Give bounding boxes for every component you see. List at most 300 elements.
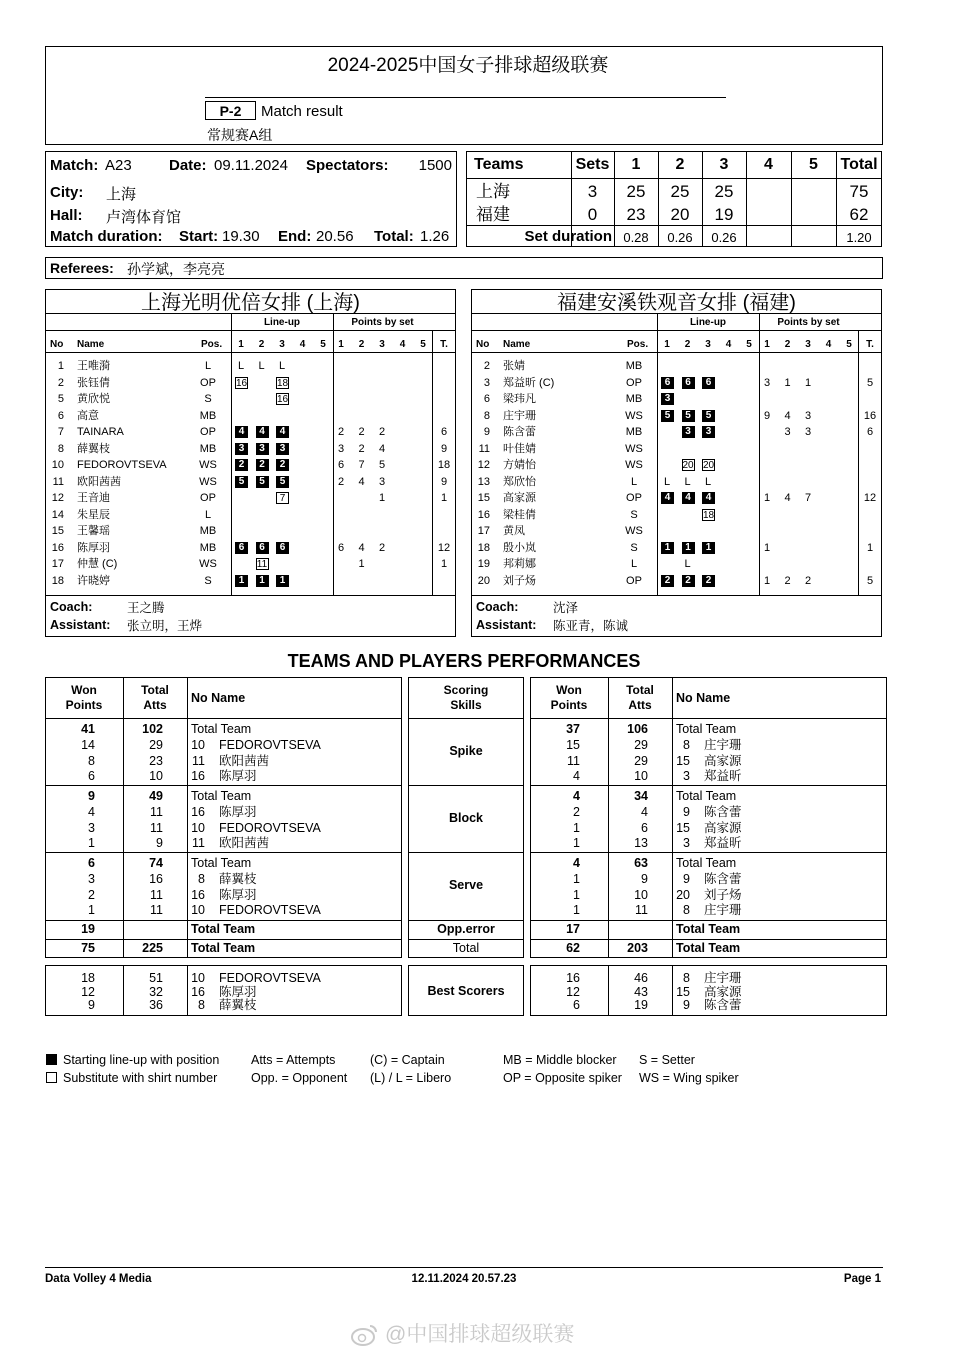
player-number: 7 bbox=[57, 426, 64, 438]
player-name: 郑益昕 (C) bbox=[503, 376, 555, 389]
lineup-substitute-number: 20 bbox=[703, 460, 715, 471]
player-position: MB bbox=[199, 409, 217, 422]
lineup-starting-position: 4 bbox=[702, 492, 715, 504]
set-duration-value: 0.26 bbox=[667, 230, 693, 245]
roster-team-title: 上海光明优倍女排 (上海) bbox=[141, 292, 360, 314]
legend-starting-swatch bbox=[46, 1054, 57, 1065]
perf-total-atts: 10 bbox=[634, 887, 648, 902]
perf-row-rule bbox=[408, 718, 524, 719]
perf-won-points: 1 bbox=[88, 836, 95, 851]
lineup-starting-position: 3 bbox=[235, 443, 248, 455]
lineup-substitute-number: 20 bbox=[682, 460, 694, 471]
footer-rule bbox=[45, 1267, 883, 1268]
player-number: 16 bbox=[51, 541, 64, 554]
perf-won-points: 4 bbox=[573, 789, 580, 803]
lineup-starting-position: 4 bbox=[661, 492, 674, 504]
perf-row-rule bbox=[530, 718, 887, 719]
lineup-starting-position: 6 bbox=[682, 377, 695, 389]
duration-label: Match duration: bbox=[50, 228, 163, 245]
perf-player-number: 10 bbox=[191, 903, 205, 918]
perf-won-points: 4 bbox=[573, 856, 580, 870]
player-position: OP bbox=[626, 492, 642, 504]
player-name: 庄宇珊 bbox=[503, 409, 536, 422]
perf-total-atts: 9 bbox=[156, 836, 163, 851]
player-position: S bbox=[630, 541, 638, 554]
perf-total-atts: 34 bbox=[634, 789, 648, 803]
lineup-starting-position: 2 bbox=[702, 575, 715, 587]
player-name: 许晓婷 bbox=[77, 574, 110, 587]
player-set-points: 1 bbox=[784, 376, 791, 389]
perf-row-rule bbox=[530, 785, 887, 786]
perf-total-atts: 29 bbox=[634, 737, 648, 752]
legend-atts: Atts = Attempts bbox=[251, 1053, 336, 1067]
roster-col-pos: Pos. bbox=[627, 339, 649, 350]
perf-col-rule bbox=[672, 965, 673, 1016]
lineup-starting-position: 1 bbox=[256, 575, 269, 587]
lineup-set-header: 4 bbox=[725, 339, 732, 350]
watermark: @中国排球超级联赛 bbox=[385, 1323, 575, 1346]
match-value: A23 bbox=[105, 157, 132, 174]
legend-mb: MB = Middle blocker bbox=[503, 1053, 617, 1067]
perf-player-name: 庄宇珊 bbox=[704, 737, 742, 752]
total-duration-label: Total: bbox=[374, 228, 414, 245]
date-label: Date: bbox=[169, 157, 207, 174]
player-number: 12 bbox=[51, 492, 64, 504]
perf-won-points: 15 bbox=[566, 737, 580, 752]
roster-col-name: Name bbox=[503, 339, 531, 350]
lineup-libero: L bbox=[258, 360, 265, 372]
points-set-header: 5 bbox=[420, 339, 426, 350]
lineup-starting-position: 6 bbox=[661, 377, 674, 389]
perf-won-points: 1 bbox=[573, 871, 580, 886]
perf-total-atts: 106 bbox=[627, 722, 648, 736]
player-number: 17 bbox=[51, 558, 64, 570]
total-home-won: 75 bbox=[81, 941, 95, 955]
player-set-points: 2 bbox=[378, 426, 386, 438]
scoreboard-header: 1 bbox=[631, 156, 641, 173]
player-number: 1 bbox=[57, 360, 64, 372]
perf-row-rule bbox=[45, 718, 402, 719]
perf-player-number: 16 bbox=[191, 887, 205, 902]
player-number: 6 bbox=[483, 393, 490, 405]
player-number: 6 bbox=[57, 409, 64, 422]
player-set-points: 4 bbox=[784, 409, 791, 422]
lineup-starting-position: 1 bbox=[661, 542, 674, 554]
legend-substitute: Substitute with shirt number bbox=[63, 1071, 218, 1085]
lineup-starting-position: 3 bbox=[702, 426, 715, 438]
points-set-header: 5 bbox=[846, 339, 852, 350]
legend-libero: (L) / L = Libero bbox=[370, 1071, 452, 1085]
player-set-points: 2 bbox=[358, 442, 365, 455]
perf-col-rule bbox=[187, 677, 188, 958]
player-set-points: 6 bbox=[337, 459, 345, 471]
perf-player-name: FEDOROVTSEVA bbox=[219, 971, 321, 985]
player-name: 邦莉娜 bbox=[503, 558, 536, 570]
player-total-points: 12 bbox=[437, 541, 451, 554]
lineup-substitute-number: 11 bbox=[256, 559, 268, 570]
player-set-points: 7 bbox=[358, 459, 365, 471]
total-left-rule bbox=[858, 330, 859, 595]
perf-won-points: 4 bbox=[88, 804, 95, 819]
lineup-starting-position: 1 bbox=[682, 542, 695, 554]
player-name: 欧阳茜茜 bbox=[77, 475, 121, 488]
perf-player-number: 11 bbox=[192, 836, 205, 851]
perf-total-atts: 10 bbox=[149, 769, 163, 784]
scoreboard-row-rule bbox=[466, 225, 882, 226]
footer-center: 12.11.2024 20.57.23 bbox=[411, 1273, 517, 1285]
match-phase: 常规赛A组 bbox=[207, 127, 273, 143]
player-position: L bbox=[630, 475, 638, 488]
lineup-left-rule bbox=[657, 313, 658, 595]
perf-won-points: 41 bbox=[81, 722, 95, 736]
perf-player-name: Total Team bbox=[676, 856, 737, 870]
points-set-header: 3 bbox=[805, 339, 811, 350]
player-set-points: 1 bbox=[804, 376, 812, 389]
player-position: MB bbox=[199, 442, 217, 455]
player-name: TAINARA bbox=[77, 426, 124, 438]
spectators-label: Spectators: bbox=[306, 157, 389, 174]
lineup-starting-position: 5 bbox=[661, 410, 674, 422]
player-set-points: 2 bbox=[337, 475, 345, 488]
perf-player-number: 15 bbox=[676, 820, 690, 835]
header-scoring: Scoring bbox=[443, 683, 489, 697]
perf-player-name: 薛翼枝 bbox=[219, 871, 257, 886]
perf-total-atts: 23 bbox=[149, 753, 163, 768]
roster-title-rule bbox=[471, 313, 882, 314]
opp-error-away-name: Total Team bbox=[676, 922, 741, 936]
player-number: 12 bbox=[477, 459, 490, 471]
points-set-header: 2 bbox=[358, 339, 365, 350]
player-set-points: 4 bbox=[784, 492, 791, 504]
lineup-libero: L bbox=[704, 475, 712, 488]
lineup-starting-position: 5 bbox=[256, 476, 269, 488]
points-set-header: 2 bbox=[784, 339, 791, 350]
date-value: 09.11.2024 bbox=[214, 157, 288, 174]
perf-col-rule bbox=[187, 965, 188, 1016]
coach-label: Coach: bbox=[476, 600, 519, 614]
points-by-set-header: Points by set bbox=[351, 317, 414, 328]
player-number: 15 bbox=[51, 525, 64, 537]
player-set-points: 2 bbox=[378, 541, 386, 554]
points-set-header: 4 bbox=[825, 339, 832, 350]
perf-player-name: 陈厚羽 bbox=[219, 984, 257, 999]
player-name: 高意 bbox=[77, 409, 99, 422]
player-position: L bbox=[204, 360, 212, 372]
player-number: 10 bbox=[51, 459, 64, 471]
perf-total-atts: 43 bbox=[634, 984, 648, 999]
header-no-name: No Name bbox=[191, 691, 246, 705]
lineup-set-header: 1 bbox=[664, 339, 670, 350]
player-number: 13 bbox=[477, 475, 490, 488]
lineup-starting-position: 4 bbox=[235, 426, 248, 438]
header-total: Total bbox=[141, 683, 169, 697]
total-label: Total bbox=[452, 941, 480, 955]
lineup-starting-position: 2 bbox=[276, 459, 289, 471]
lineup-set-header: 4 bbox=[299, 339, 306, 350]
perf-player-name: 陈含蕾 bbox=[704, 871, 742, 886]
total-home-name: Total Team bbox=[191, 941, 256, 955]
player-position: OP bbox=[626, 376, 642, 389]
lineup-starting-position: 2 bbox=[235, 459, 248, 471]
perf-won-points: 2 bbox=[573, 804, 580, 819]
perf-total-atts: 11 bbox=[150, 903, 163, 918]
perf-player-name: FEDOROVTSEVA bbox=[219, 820, 321, 835]
lineup-starting-position: 6 bbox=[276, 542, 289, 554]
player-name: 郑欣怡 bbox=[503, 475, 536, 488]
perf-row-rule bbox=[530, 939, 887, 940]
perf-total-atts: 51 bbox=[149, 971, 163, 985]
perf-player-name: 庄宇珊 bbox=[704, 903, 742, 918]
points-total-header: T. bbox=[866, 339, 874, 350]
scoreboard-score: 3 bbox=[587, 182, 598, 201]
perf-player-number: 3 bbox=[683, 836, 690, 851]
player-position: MB bbox=[625, 360, 643, 372]
player-number: 3 bbox=[483, 376, 490, 389]
player-total-points: 5 bbox=[866, 376, 874, 389]
performance-title: TEAMS AND PLAYERS PERFORMANCES bbox=[287, 651, 641, 671]
perf-won-points: 9 bbox=[88, 998, 95, 1012]
perf-total-atts: 36 bbox=[149, 998, 163, 1012]
lineup-substitute-number: 16 bbox=[277, 394, 289, 405]
perf-player-number: 8 bbox=[683, 903, 690, 918]
player-position: OP bbox=[200, 492, 216, 504]
perf-won-points: 6 bbox=[88, 856, 95, 870]
roster-coach-rule bbox=[471, 595, 882, 596]
player-set-points: 4 bbox=[378, 442, 386, 455]
perf-total-atts: 11 bbox=[150, 887, 163, 902]
perf-won-points: 14 bbox=[81, 737, 95, 752]
perf-player-name: 高家源 bbox=[704, 820, 742, 835]
player-name: 王馨瑶 bbox=[77, 525, 110, 537]
perf-row-rule bbox=[408, 785, 524, 786]
opp-error-away-won: 17 bbox=[566, 922, 580, 936]
player-total-points: 1 bbox=[440, 492, 448, 504]
scoreboard-row-rule bbox=[466, 178, 882, 179]
player-name: 仲慧 (C) bbox=[77, 558, 118, 570]
perf-won-points: 1 bbox=[573, 887, 580, 902]
best-scorers-label: Best Scorers bbox=[427, 984, 505, 998]
player-name: 黄凤 bbox=[503, 525, 525, 537]
lineup-starting-position: 4 bbox=[682, 492, 695, 504]
player-name: FEDOROVTSEVA bbox=[77, 459, 167, 471]
city-value: 上海 bbox=[106, 186, 137, 203]
coach-name: 王之腾 bbox=[127, 601, 165, 615]
perf-player-name: 高家源 bbox=[704, 984, 742, 999]
perf-won-points: 3 bbox=[88, 820, 95, 835]
roster-header-rule bbox=[45, 352, 456, 353]
perf-total-atts: 6 bbox=[641, 820, 648, 835]
perf-total-atts: 13 bbox=[634, 836, 648, 851]
perf-player-name: 陈厚羽 bbox=[219, 887, 257, 902]
perf-total-atts: 11 bbox=[150, 804, 163, 819]
perf-player-name: FEDOROVTSEVA bbox=[219, 903, 321, 918]
player-number: 11 bbox=[478, 442, 490, 455]
player-set-points: 3 bbox=[378, 475, 386, 488]
player-set-points: 1 bbox=[378, 492, 386, 504]
perf-player-name: 陈厚羽 bbox=[219, 769, 257, 784]
perf-won-points: 18 bbox=[81, 971, 95, 985]
perf-player-number: 20 bbox=[676, 887, 690, 902]
scoreboard-team-name: 上海 bbox=[476, 182, 510, 201]
player-name: 陈厚羽 bbox=[77, 541, 110, 554]
player-name: 薛翼枝 bbox=[77, 442, 110, 455]
perf-player-number: 15 bbox=[676, 984, 690, 999]
player-position: OP bbox=[200, 376, 216, 389]
lineup-set-header: 3 bbox=[279, 339, 285, 350]
player-set-points: 1 bbox=[763, 574, 771, 587]
scoreboard-header: 4 bbox=[764, 156, 773, 173]
roster-coach-rule bbox=[45, 595, 456, 596]
lineup-starting-position: 3 bbox=[661, 393, 674, 405]
doc-code: P-2 bbox=[219, 103, 242, 119]
player-set-points: 2 bbox=[784, 574, 791, 587]
player-name: 朱星辰 bbox=[77, 508, 110, 521]
player-set-points: 4 bbox=[358, 541, 365, 554]
doc-name: Match result bbox=[261, 103, 343, 120]
scoreboard-score: 25 bbox=[670, 182, 690, 201]
perf-player-number: 16 bbox=[191, 769, 205, 784]
player-set-points: 5 bbox=[378, 459, 386, 471]
perf-total-atts: 29 bbox=[634, 753, 648, 768]
total-duration-value: 1.26 bbox=[420, 228, 450, 245]
scoreboard-team-name: 福建 bbox=[476, 205, 510, 224]
lineup-libero: L bbox=[663, 475, 671, 488]
perf-total-atts: 102 bbox=[142, 722, 163, 736]
perf-row-rule bbox=[408, 852, 524, 853]
lineup-header: Line-up bbox=[689, 317, 727, 328]
lineup-starting-position: 5 bbox=[276, 476, 289, 488]
player-number: 8 bbox=[483, 409, 490, 422]
player-set-points: 2 bbox=[337, 426, 345, 438]
player-set-points: 2 bbox=[358, 426, 365, 438]
player-name: 陈含蕾 bbox=[503, 426, 536, 438]
player-total-points: 9 bbox=[440, 475, 448, 488]
scoreboard-header: 2 bbox=[675, 156, 685, 173]
lineup-left-rule bbox=[231, 313, 232, 595]
lineup-starting-position: 1 bbox=[276, 575, 289, 587]
lineup-starting-position: 2 bbox=[661, 575, 674, 587]
scoreboard-score: 62 bbox=[849, 205, 869, 224]
player-number: 19 bbox=[477, 558, 490, 570]
perf-won-points: 12 bbox=[566, 984, 580, 999]
player-number: 18 bbox=[51, 574, 64, 587]
points-set-header: 1 bbox=[764, 339, 770, 350]
player-set-points: 9 bbox=[763, 409, 771, 422]
lineup-set-header: 3 bbox=[705, 339, 711, 350]
player-name: 高家源 bbox=[503, 492, 536, 504]
lineup-libero: L bbox=[684, 558, 691, 570]
player-set-points: 3 bbox=[337, 442, 345, 455]
perf-total-atts: 11 bbox=[150, 820, 163, 835]
scoreboard-header-teams: Teams bbox=[474, 156, 524, 173]
player-set-points: 3 bbox=[763, 376, 771, 389]
set-duration-value: 0.26 bbox=[711, 230, 737, 245]
player-total-points: 5 bbox=[866, 574, 874, 587]
assistant-label: Assistant: bbox=[50, 618, 111, 632]
points-by-set-header: Points by set bbox=[777, 317, 840, 328]
roster-col-pos: Pos. bbox=[201, 339, 223, 350]
lineup-starting-position: 2 bbox=[256, 459, 269, 471]
opp-error-home-name: Total Team bbox=[191, 922, 256, 936]
start-value: 19.30 bbox=[222, 228, 260, 245]
scoreboard-score: 23 bbox=[626, 205, 646, 224]
player-name: 刘子炀 bbox=[503, 574, 536, 587]
player-total-points: 6 bbox=[440, 426, 448, 438]
assistant-label: Assistant: bbox=[476, 618, 537, 632]
player-position: MB bbox=[199, 541, 217, 554]
perf-total-atts: 49 bbox=[149, 789, 163, 803]
header-points: Points bbox=[550, 698, 588, 712]
header-won: Won bbox=[71, 683, 97, 697]
header-atts: Atts bbox=[143, 698, 167, 712]
perf-player-number: 9 bbox=[683, 998, 690, 1012]
perf-won-points: 12 bbox=[81, 984, 95, 999]
lineup-starting-position: 5 bbox=[235, 476, 248, 488]
perf-row-rule bbox=[530, 852, 887, 853]
legend-captain: (C) = Captain bbox=[370, 1053, 445, 1067]
perf-player-name: 陈厚羽 bbox=[219, 804, 257, 819]
header-points: Points bbox=[65, 698, 103, 712]
perf-row-rule bbox=[45, 852, 402, 853]
lineup-substitute-number: 18 bbox=[277, 377, 289, 389]
perf-skill-name: Serve bbox=[448, 878, 484, 892]
perf-won-points: 1 bbox=[573, 836, 580, 851]
player-position: L bbox=[630, 558, 638, 570]
player-set-points: 3 bbox=[804, 409, 812, 422]
perf-player-name: 欧阳茜茜 bbox=[219, 753, 270, 768]
perf-skill-name: Block bbox=[448, 810, 484, 825]
roster-title-rule bbox=[45, 313, 456, 314]
perf-total-atts: 32 bbox=[149, 984, 163, 999]
perf-total-atts: 19 bbox=[634, 998, 648, 1012]
player-position: WS bbox=[199, 558, 217, 570]
player-name: 殷小岚 bbox=[503, 541, 536, 554]
lineup-set-header: 5 bbox=[746, 339, 752, 350]
perf-player-number: 10 bbox=[191, 820, 205, 835]
scoreboard-score: 75 bbox=[849, 182, 869, 201]
lineup-starting-position: 3 bbox=[682, 426, 695, 438]
scoreboard-score: 19 bbox=[714, 205, 734, 224]
player-position: MB bbox=[199, 525, 217, 537]
perf-won-points: 1 bbox=[573, 903, 580, 918]
perf-col-rule bbox=[672, 677, 673, 958]
player-number: 2 bbox=[57, 376, 64, 389]
header-no-name: No Name bbox=[676, 691, 731, 705]
perf-won-points: 6 bbox=[88, 769, 95, 784]
perf-player-name: Total Team bbox=[676, 789, 737, 803]
hall-value: 卢湾体育馆 bbox=[106, 209, 182, 226]
player-name: 叶佳婧 bbox=[503, 442, 536, 455]
spectators-value: 1500 bbox=[418, 157, 452, 174]
player-position: WS bbox=[199, 475, 217, 488]
perf-row-rule bbox=[530, 920, 887, 921]
perf-row-rule bbox=[408, 939, 524, 940]
perf-total-atts: 4 bbox=[641, 804, 648, 819]
total-away-atts: 203 bbox=[627, 941, 648, 955]
start-label: Start: bbox=[179, 228, 219, 245]
total-away-name: Total Team bbox=[676, 941, 741, 955]
player-position: MB bbox=[625, 426, 643, 438]
perf-total-atts: 74 bbox=[149, 856, 163, 870]
weibo-icon bbox=[350, 1322, 378, 1348]
perf-row-rule bbox=[45, 920, 402, 921]
perf-player-number: 8 bbox=[198, 998, 205, 1012]
player-total-points: 12 bbox=[863, 492, 877, 504]
perf-player-number: 9 bbox=[683, 804, 690, 819]
legend-substitute-swatch bbox=[46, 1072, 57, 1083]
perf-player-name: Total Team bbox=[676, 722, 737, 736]
perf-player-name: Total Team bbox=[191, 789, 252, 803]
